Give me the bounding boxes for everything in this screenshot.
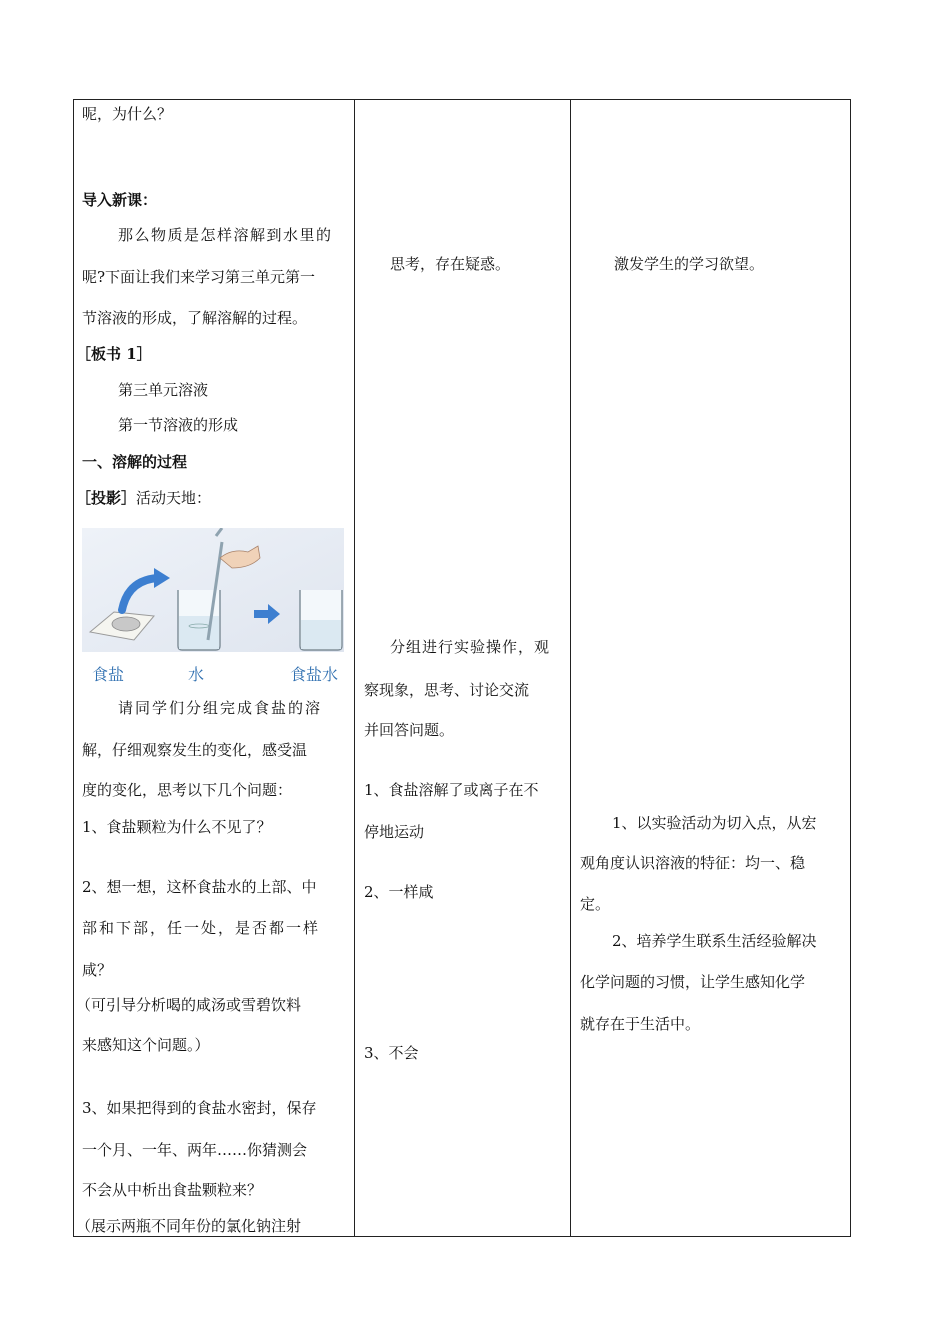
text-line: 停地运动 <box>364 823 425 841</box>
text-line: 那么物质是怎样溶解到水里的 <box>118 226 333 244</box>
text-line: 呢，为什么？ <box>82 105 173 123</box>
answer-3: 3、不会 <box>364 1044 419 1062</box>
text-line: 察现象，思考、讨论交流 <box>364 681 530 699</box>
section-heading: 导入新课： <box>82 191 158 209</box>
experiment-illustration <box>82 528 344 690</box>
unit-title: 第三单元溶液 <box>118 381 209 399</box>
text-line: 化学问题的习惯，让学生感知化学 <box>580 973 806 991</box>
question-3: 3、如果把得到的食盐水密封，保存 <box>82 1099 317 1117</box>
hint-line: （可引导分析喝的咸汤或雪碧饮料 <box>76 996 302 1014</box>
dissolving-salt-diagram <box>82 528 344 652</box>
text-line: 节溶液的形成，了解溶解的过程。 <box>82 309 308 327</box>
student-response: 思考，存在疑惑。 <box>390 255 511 273</box>
projection-tag: ［投影］ <box>76 489 137 507</box>
question-2: 2、想一想，这杯食盐水的上部、中 <box>82 878 317 896</box>
projection-line <box>76 488 211 508</box>
text-line: 一个月、一年、两年……你猜测会 <box>82 1141 308 1159</box>
column-divider <box>570 100 571 1236</box>
text-line: 分组进行实验操作，观 <box>390 638 551 656</box>
hint-line: 来感知这个问题。） <box>82 1036 210 1054</box>
text-line: 咸？ <box>82 961 113 979</box>
answer-2: 2、一样咸 <box>364 883 434 901</box>
text-line: 就存在于生活中。 <box>580 1015 701 1033</box>
caption-salt-water: 食盐水 <box>290 665 339 684</box>
text-line: 观角度认识溶液的特征：均一、稳 <box>580 854 806 872</box>
board-label: ［板书 1］ <box>76 345 152 363</box>
text-line: 部和下部，任一处，是否都一样 <box>82 919 321 937</box>
intent-2: 2、培养学生联系生活经验解决 <box>612 932 817 950</box>
projection-text: 活动天地： <box>136 489 212 507</box>
question-1: 1、食盐颗粒为什么不见了？ <box>82 818 272 836</box>
caption-water: 水 <box>188 665 205 684</box>
lesson-plan-table <box>73 99 851 1237</box>
section-title: 第一节溶液的形成 <box>118 416 239 434</box>
column-divider <box>354 100 355 1236</box>
text-line: 解，仔细观察发生的变化，感受温 <box>82 741 308 759</box>
intent-1: 1、以实验活动为切入点，从宏 <box>612 814 817 832</box>
text-line: 并回答问题。 <box>364 721 455 739</box>
caption-salt: 食盐 <box>92 665 125 684</box>
answer-1: 1、食盐溶解了或离子在不 <box>364 781 539 799</box>
section-heading: 一、溶解的过程 <box>82 453 188 471</box>
text-line: 不会从中析出食盐颗粒来？ <box>82 1181 263 1199</box>
design-intent: 激发学生的学习欲望。 <box>614 255 765 273</box>
text-line: 请同学们分组完成食盐的溶 <box>118 699 323 717</box>
text-line: 度的变化，思考以下几个问题： <box>82 781 293 799</box>
text-line: 定。 <box>580 895 611 913</box>
text-line: 呢?下面让我们来学习第三单元第一 <box>82 268 316 286</box>
text-line: （展示两瓶不同年份的氯化钠注射 <box>76 1217 302 1235</box>
